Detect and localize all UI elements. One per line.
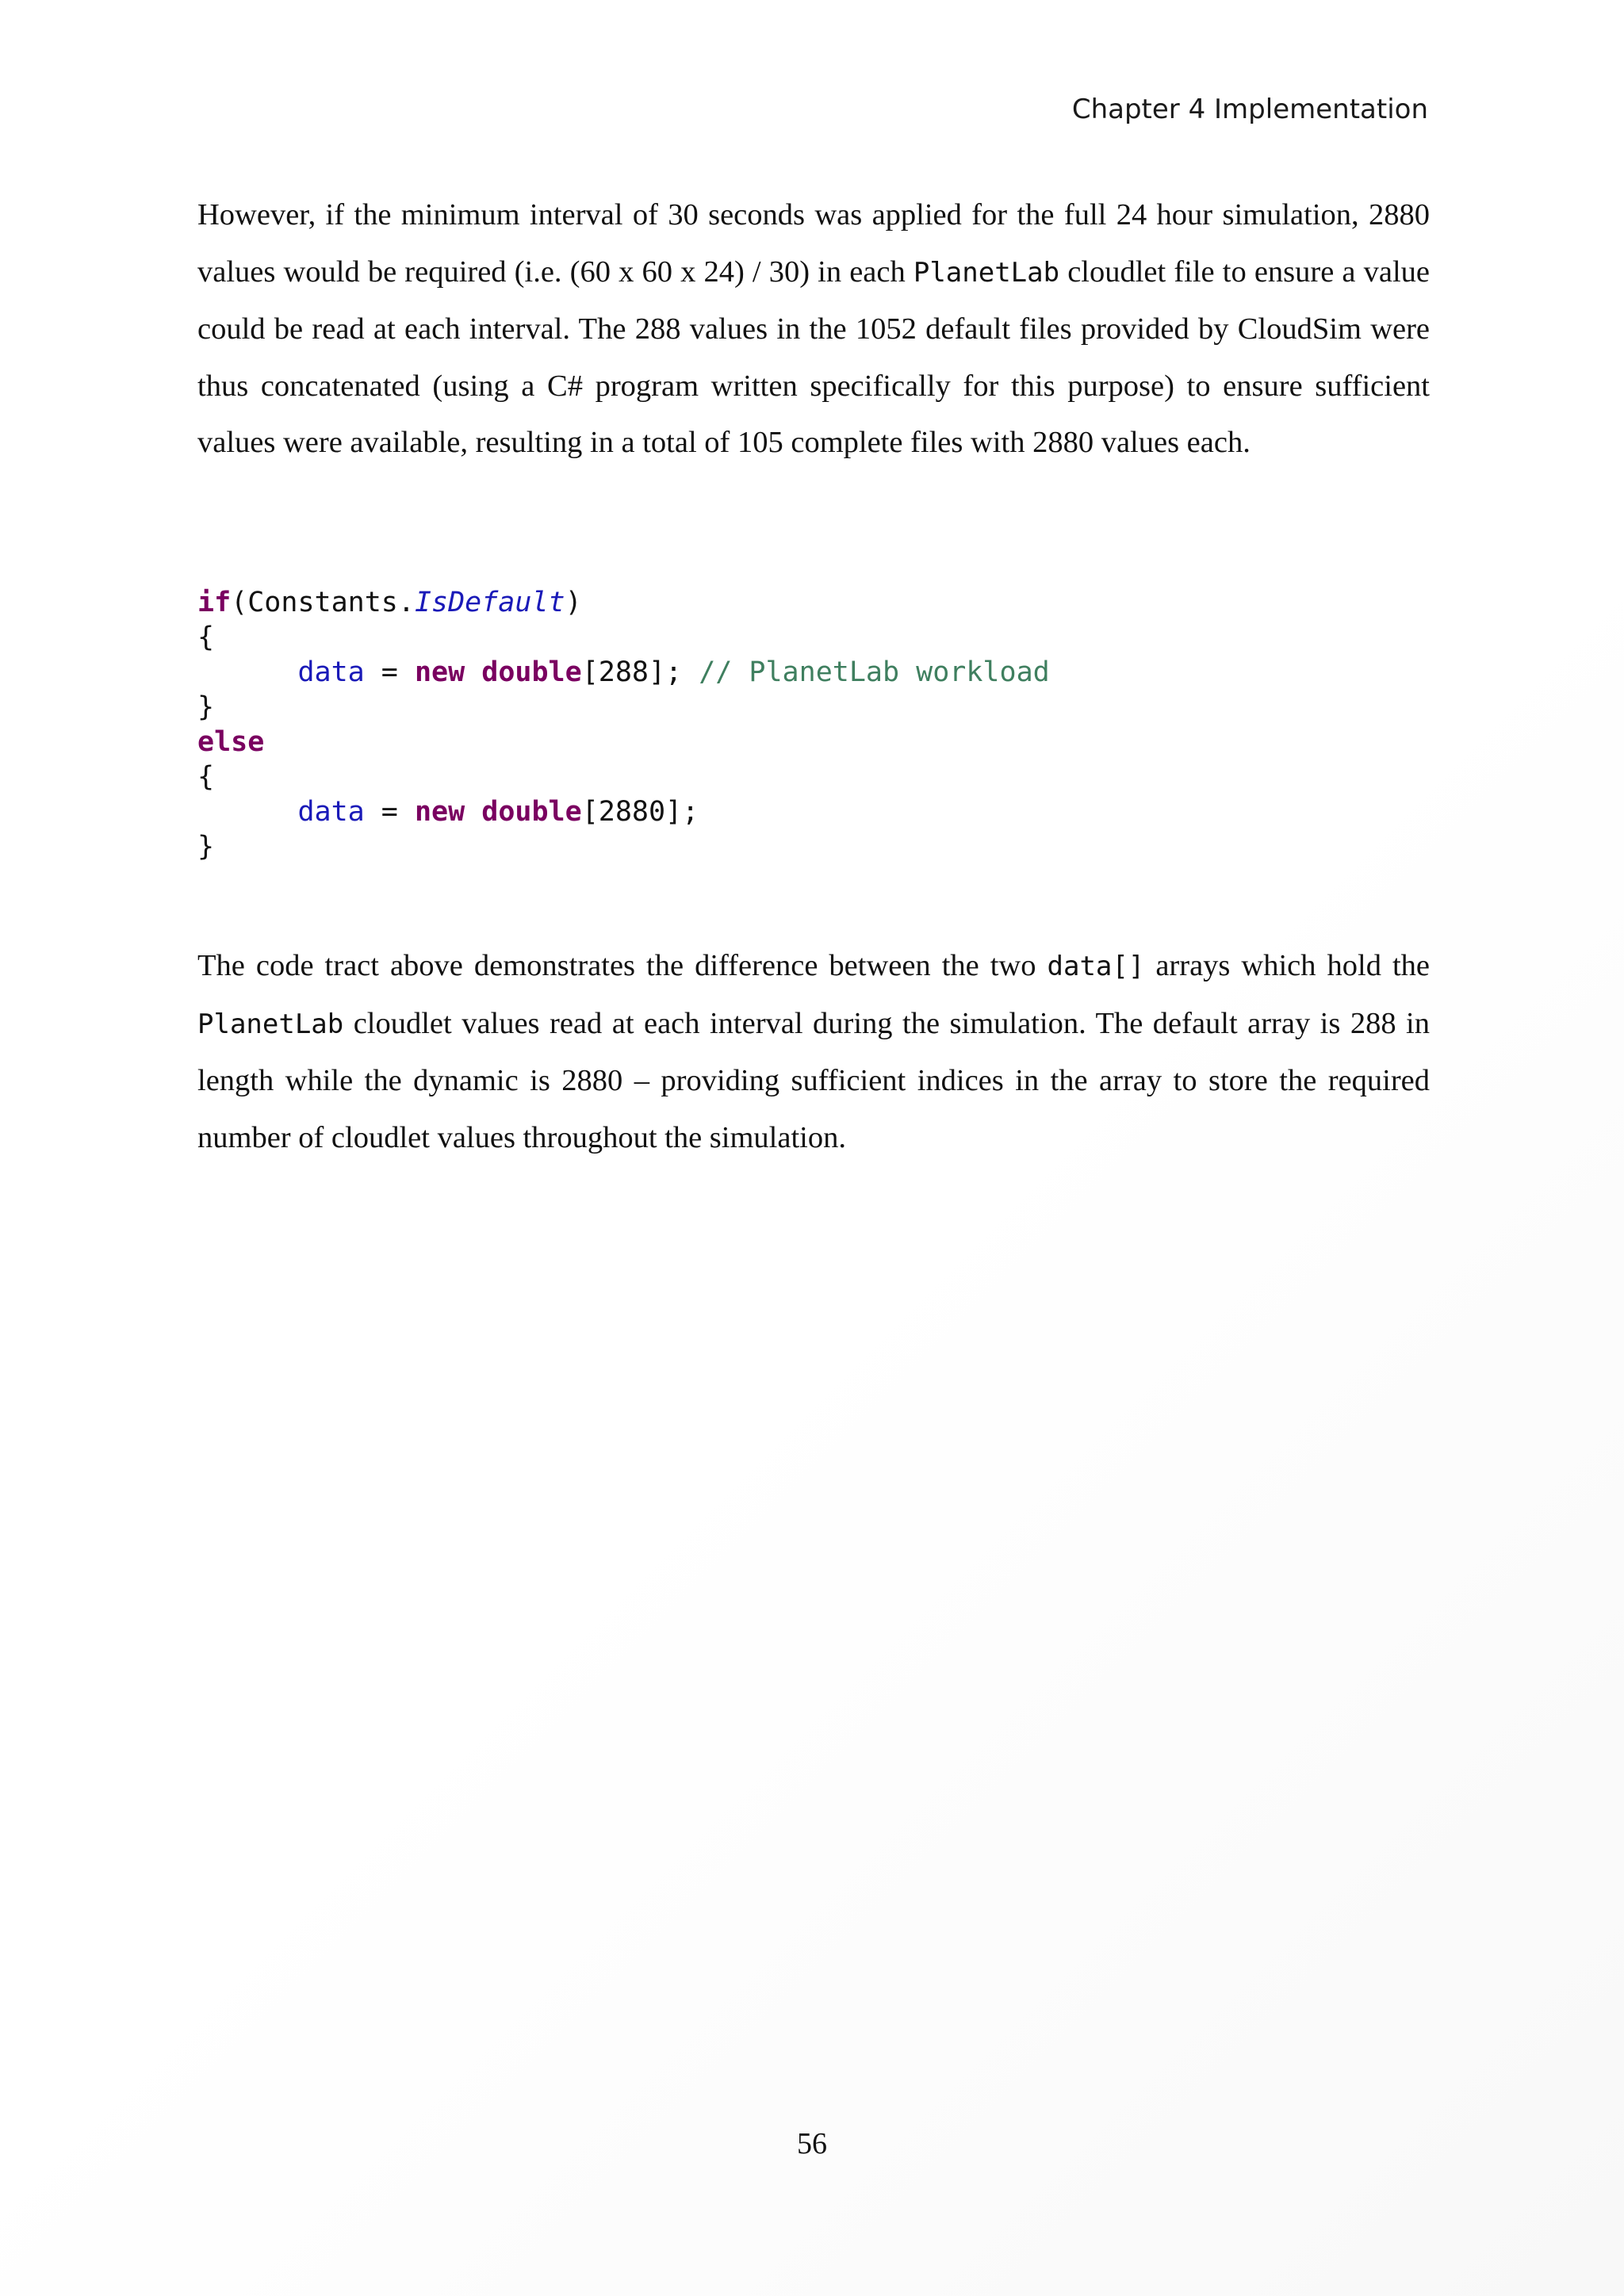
paragraph-2 [197, 938, 1430, 1166]
code-keyword-else: else [197, 726, 265, 758]
code-static-property: IsDefault [414, 587, 565, 618]
running-header: Chapter 4 Implementation [1071, 94, 1428, 125]
paragraph-2-text-cont: arrays which hold the [1144, 949, 1430, 982]
code-keyword-new: new [414, 656, 465, 688]
inline-code-planetlab-2: PlanetLab [197, 1008, 344, 1040]
code-assign: = [364, 656, 415, 688]
inline-code-data-array: data[] [1047, 951, 1145, 982]
code-keyword-if: if [197, 587, 232, 618]
code-class-ref: (Constants. [231, 587, 415, 618]
code-array-288: [288]; [581, 656, 683, 688]
paragraph-2-text-end: cloudlet values read at each interval during the simulation. The default array is 288 in length while the dynamic is 2880 – providing sufficient indices in the array to store the required number of cloudlet values throughout the simulation. [197, 1006, 1430, 1154]
code-indent [197, 656, 297, 688]
code-comment: // PlanetLab workload [699, 656, 1050, 688]
code-keyword-new-2: new [414, 796, 465, 828]
paragraph-1-text-cont: cloudlet file to ensure a value could be read at each interval. The 288 values in the 1052 default files provided by CloudSim were thus concatenated (using a C# program written specifically for this purpose) to ensure sufficient values were available, resulting in a total of 105 complete files with 2880 values each. [197, 254, 1430, 459]
code-keyword-double-2: double [481, 796, 582, 828]
page-number: 56 [797, 2127, 827, 2160]
paragraph-2-text: The code tract above demonstrates the difference between the two [197, 949, 1048, 982]
code-var-data-2: data [297, 796, 365, 828]
code-open-brace: { [197, 622, 215, 653]
code-indent-2 [197, 796, 297, 828]
code-var-data: data [297, 656, 365, 688]
code-keyword-double: double [481, 656, 582, 688]
code-array-2880: [2880]; [581, 796, 699, 828]
inline-code-planetlab: PlanetLab [913, 256, 1060, 289]
code-close-paren: ) [565, 587, 582, 618]
paragraph-1-text: However, if the minimum interval of 30 seconds was applied for the full 24 hour simulation, 2880 values would be required (i.e. (60 x 60 x 24) / 30) in each [197, 198, 1430, 289]
code-block [197, 585, 1050, 864]
code-assign-2: = [364, 796, 415, 828]
code-close-brace: } [197, 691, 215, 723]
code-close-brace-2: } [197, 831, 215, 863]
code-open-brace-2: { [197, 761, 215, 793]
paragraph-1 [197, 187, 1430, 472]
